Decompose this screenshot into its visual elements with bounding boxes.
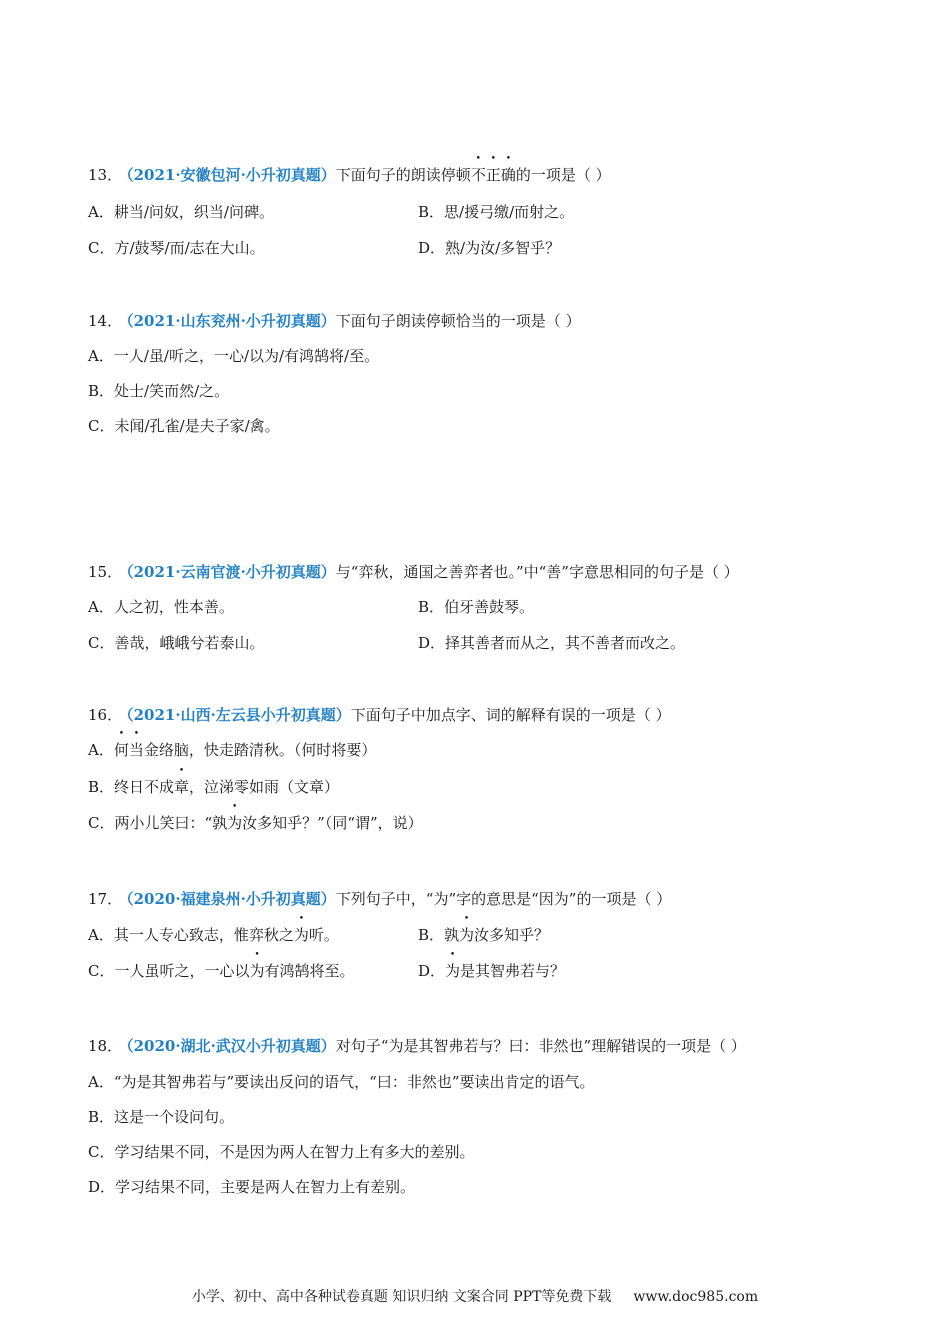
option-c[interactable]: C．未闻/孔雀/是夫子家/禽。 (88, 417, 280, 435)
option-text: A．其一人专心致志，惟弈秋之 (88, 926, 294, 944)
question-source: （2020·湖北·武汉小升初真题） (126, 1037, 336, 1055)
option-text: 汝多知乎？ (474, 926, 550, 944)
question-number: 13． (88, 166, 123, 184)
option-c[interactable]: C．方/鼓琴/而/志在大山。 (88, 239, 265, 257)
option-a[interactable] (88, 926, 339, 944)
question-number: 16． (88, 706, 123, 724)
dotted-char: 为 (293, 926, 309, 944)
option-text: ，泣涕零如雨（文章） (189, 778, 340, 796)
option-a[interactable]: A．“为是其智弗若与”要读出反问的语气，“曰：非然也”要读出肯定的语气。 (88, 1073, 595, 1091)
option-text: A． (88, 741, 114, 759)
question-stem (88, 562, 739, 582)
stem-text: 对句子“为是其智弗若与？曰：非然也”理解错误的一项是（ ） (335, 1037, 746, 1055)
option-d[interactable]: D．择其善者而从之，其不善者而改之。 (418, 634, 686, 652)
option-b[interactable]: B．这是一个设问句。 (88, 1108, 235, 1126)
question-stem (88, 1036, 746, 1056)
option-c[interactable]: C．善哉，峨峨兮若泰山。 (88, 634, 265, 652)
option-text: 金络脑，快走踏清秋。（何时将要） (143, 741, 377, 759)
dotted-char: 不 (470, 166, 486, 184)
option-text: 有鸿鹄将至。 (264, 962, 355, 980)
dotted-char: 确 (500, 166, 516, 184)
option-d[interactable]: D．熟/为汝/多智乎？ (418, 239, 561, 257)
option-a[interactable]: A．人之初，性本善。 (88, 598, 234, 616)
dotted-char: 为 (445, 962, 461, 980)
dotted-char: 何 (113, 741, 129, 759)
question-source: （2021·山西·左云县小升初真题） (126, 706, 351, 724)
option-a[interactable]: A．一人/虽/听之，一心/以为/有鸿鹄将/至。 (88, 347, 380, 365)
option-row (88, 925, 550, 945)
question-number: 17． (88, 890, 123, 908)
question-stem (88, 311, 581, 331)
option-b[interactable]: B．处士/笑而然/之。 (88, 382, 230, 400)
question-source: （2021·云南官渡·小升初真题） (126, 563, 336, 581)
option-d[interactable] (418, 961, 565, 981)
option-text: 是其智弗若与？ (460, 962, 566, 980)
stem-text: 与“弈秋，通国之善弈者也。”中“善”字意思相同的句子是（ ） (335, 563, 739, 581)
option-c[interactable] (88, 813, 423, 833)
question-source: （2020·福建泉州·小升初真题） (126, 890, 336, 908)
stem-text: 的一项是（ ） (515, 166, 611, 184)
stem-text: 下面句子的朗读停顿 (335, 166, 471, 184)
option-text: 听。 (308, 926, 339, 944)
footer-text: 小学、初中、高中各种试卷真题 知识归纳 文案合同 PPT等免费下载 (191, 1289, 612, 1305)
question-stem (88, 889, 671, 909)
option-a[interactable]: A．耕当/问奴，织当/问碑。 (88, 203, 274, 221)
question-source: （2021·山东兖州·小升初真题） (126, 312, 336, 330)
stem-text: 下列句子中，“为”字的意思是“因为”的一项是（ ） (335, 890, 672, 908)
footer-site-link[interactable]: www.doc985.com (633, 1289, 759, 1305)
dotted-char: 为 (459, 926, 475, 944)
dotted-char: 正 (485, 166, 501, 184)
question-source: （2021·安徽包河·小升初真题） (126, 166, 336, 184)
option-text: B．孰 (418, 926, 460, 944)
dotted-char: 章 (174, 778, 190, 796)
option-a[interactable] (88, 740, 376, 760)
option-text: B．终日不成 (88, 778, 175, 796)
question-number: 15． (88, 563, 123, 581)
option-row (88, 238, 561, 258)
option-d[interactable]: D．学习结果不同，主要是两人在智力上有差别。 (88, 1178, 416, 1196)
option-c[interactable]: C．学习结果不同，不是因为两人在智力上有多大的差别。 (88, 1143, 475, 1161)
question-number: 14． (88, 312, 123, 330)
option-text: C．一人虽听之，一心以 (88, 962, 250, 980)
option-row (88, 202, 575, 222)
option-b[interactable] (88, 777, 339, 797)
option-c[interactable] (88, 962, 355, 980)
option-text: D． (418, 962, 446, 980)
option-b[interactable]: B．思/援弓缴/而射之。 (418, 203, 575, 221)
page-footer (0, 1286, 950, 1306)
option-b[interactable] (418, 925, 549, 945)
option-text: C．两小儿笑曰：“孰 (88, 814, 228, 832)
stem-text: 下面句子中加点字、词的解释有误的一项是（ ） (350, 706, 671, 724)
option-text: 汝多知乎？”（同“谓”，说） (242, 814, 423, 832)
dotted-char: 为 (227, 814, 243, 832)
question-number: 18． (88, 1037, 123, 1055)
question-stem (88, 165, 611, 185)
option-b[interactable]: B．伯牙善鼓琴。 (418, 598, 535, 616)
question-stem (88, 705, 671, 725)
stem-text: 下面句子朗读停顿恰当的一项是（ ） (335, 312, 581, 330)
dotted-char: 为 (249, 962, 265, 980)
option-row (88, 961, 566, 981)
dotted-char: 当 (128, 741, 144, 759)
